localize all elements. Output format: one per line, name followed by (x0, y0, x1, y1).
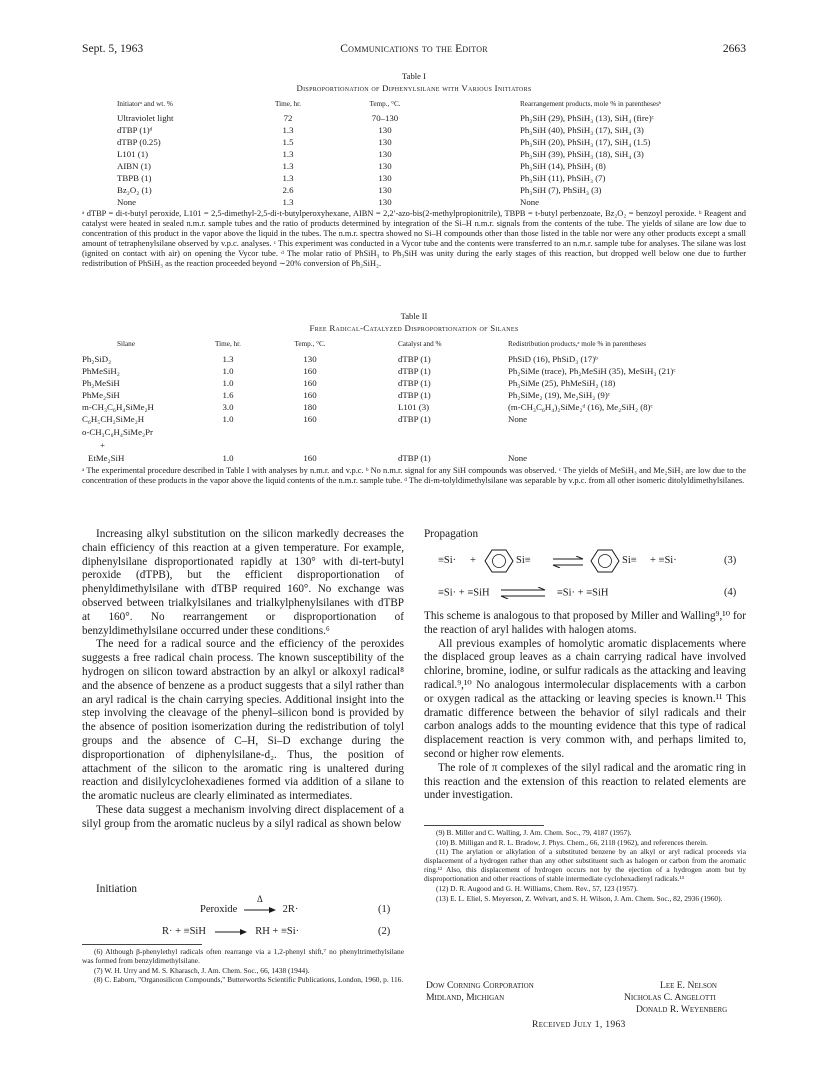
left-footnotes (82, 947, 404, 985)
table2-col-products: Redistribution products,ᵃ mole % in parentheses (508, 340, 647, 348)
eq3-product: Si≡ (622, 555, 637, 566)
references-list (424, 828, 746, 903)
eq4-right: ≡Si· + ≡SiH (556, 587, 609, 599)
delta-label: Δ (257, 894, 263, 904)
paragraph: The role of π complexes of the silyl radical and the aromatic ring in this reaction and the extension of this reaction to related elements are under investigation. (424, 761, 746, 802)
table1-footnote: ᵃ dTBP = di-t-butyl peroxide, L101 = 2,5-dimethyl-2,5-di-t-butylperoxyhexane, AIBN = 2,2′-azo-bis(2-methylpropionitrile), TBPB = t-butyl perbenzoate, Bz₂O₂ = benzoyl peroxide. ᵇ Reagent and catalyst were heated in sealed n.m.r. sample tubes and the ratio of products determined by integration of the Si–H n.m.r. signals from the contents of the tube. The yields of silane are low due to concentration of this product in the vapor above the liquid in the tubes. The n.m.r. spectra showed no Si–H compounds other than those listed in the table nor were any other products except a small amount of tetraphenylsilane observed by v.p.c. analyses. ᶜ This experiment was conducted in a Vycor tube and the contents were transferred to an n.m.r. sample tube for analyses. The silane was lost (ignited on contact with air) on opening the Vycor tube. ᵈ The molar ratio of PhSiH₃ to Ph₃SiH was unity during the early stages of this reaction, but dropped well below one due to further redistribution of PhSiH₃ as the reaction proceeded beyond ∼20% conversion of Ph₂SiH₂. (82, 209, 746, 268)
table2-label: Table II (400, 311, 428, 321)
arrow-icon (214, 928, 248, 936)
running-header (82, 42, 746, 58)
table2-footnote: ᵃ The experimental procedure described in Table I with analyses by n.m.r. and v.p.c. ᵇ No n.m.r. signal for any SiH compounds was observed. ᶜ The yields of MeSiH₃ and Me₂SiH₂ are low due to the concentration of these products in the vapor above the liquid contents of the n.m.r. sample tube. ᵈ The di-m-tolyldimethylsilane was separable by v.p.c. from all other isomeric ditolyldimethylsilanes. (82, 466, 746, 485)
author-name: Nicholas C. Angelotti (624, 992, 716, 1003)
equation-3 (424, 548, 746, 576)
reference: (11) The arylation or alkylation of a substituted benzene by an alkyl or aryl radical proceeds via displacement of a hydrogen rather than any other substituent such as halogen or carbon from the aromatic ring.¹² Also, this displacement of hydrogen occurs not by the ejection of a hydrogen atom but by disproportionation and other reactions of stable intermediate cyclohexadienyl radicals.¹³ (424, 847, 746, 884)
table2-extra-plus: + (100, 440, 105, 450)
page-number: 2663 (722, 42, 746, 55)
benzene-ring-icon (484, 548, 514, 574)
table2-col-time: Time, hr. (215, 340, 241, 348)
references-divider (424, 825, 544, 826)
footnote: (6) Although β-phenylethyl radicals often rearrange via a 1,2-phenyl shift,⁷ no phenyltrimethylsilane was formed from benzyldimethylsilane. (82, 947, 404, 966)
table1-col-initiator: Initiatorᵃ and wt. % (117, 100, 173, 108)
eq1-number: (1) (378, 904, 391, 915)
table1-col-temp: Temp., °C. (369, 100, 401, 108)
author-name: Lee E. Nelson (660, 980, 717, 991)
eq4-number: (4) (724, 587, 737, 598)
section-title: Communications to the Editor (340, 42, 488, 55)
table2-title: Free Radical-Catalyzed Disproportionation of Silanes (309, 323, 519, 333)
footnote-divider (82, 944, 202, 945)
eq2-left: R· + ≡SiH (162, 926, 206, 937)
eq1-right: 2R· (282, 904, 299, 915)
table2-extra-silane: o-CH₃C₆H₄SiMe₂Pr (82, 427, 153, 437)
table2-col-catalyst: Catalyst and % (398, 340, 442, 348)
affiliation-line-2: Midland, Michigan (426, 992, 505, 1003)
issue-date: Sept. 5, 1963 (82, 42, 144, 55)
received-date: Received July 1, 1963 (532, 1019, 626, 1030)
eq1-left: Peroxide (200, 904, 238, 915)
reference: (9) B. Miller and C. Walling, J. Am. Chem. Soc., 79, 4187 (1957). (436, 828, 632, 837)
reference: (10) B. Milligan and R. L. Bradow, J. Phys. Chem., 66, 2118 (1962), and references therein. (436, 837, 708, 847)
footnote: (8) C. Eaborn, "Organosilicon Compounds," Butterworths Scientific Publications, London, 1960, p. 116. (94, 975, 404, 985)
paragraph: The need for a radical source and the efficiency of the peroxides suggests a free radical chain process. The known susceptibility of the hydrogen on silicon toward abstraction by an alkyl or alkoxyl radical⁸ and the absence of benzene as a product suggests that a silyl rather than an aryl radical is the chain carrying species. Additional insight into the step involving the cleavage of the phenyl–silicon bond is provided by the absence of position isomerization during the redistribution of tolyl groups and the absence of C–H, Si–D exchange during the disproportionation of diphenylsilane-d₂. Thus, the position of attachment of the silicon to the aromatic ring is unaltered during reaction and disilylcyclohexadienes formed via addition of a silane to the aromatic nucleus are clearly eliminated as intermediates. (82, 638, 404, 803)
table1-col-time: Time, hr. (275, 100, 301, 108)
eq3-number: (3) (724, 555, 737, 566)
eq3-reactant2: Si≡ (516, 555, 531, 566)
eq3-reactant1: ≡Si· (438, 555, 457, 566)
eq2-number: (2) (378, 926, 391, 937)
left-column-body (82, 528, 404, 832)
reference: (12) D. R. Augood and G. H. Williams, Chem. Rev., 57, 123 (1957). (436, 884, 638, 894)
equilibrium-arrow-icon (552, 556, 584, 568)
paragraph: Increasing alkyl substitution on the silicon markedly decreases the chain efficiency of this reaction at a given temperature. For example, diphenylsilane disproportionated rapidly at 130° with di-tert-butyl peroxide (dTPB), but the efficient disproportionation of phenyldimethylsilane with dTBP required 160°. No exchange was observed between trialkylsilanes and trialkylphenylsilanes with dTBP at 160°. No rearrangement or disproportionation of benzyldimethylsilane occurred under these conditions.⁶ (82, 528, 404, 637)
eq4-left: ≡Si· + ≡SiH (438, 587, 490, 599)
table2-col-temp: Temp., °C. (294, 340, 326, 348)
propagation-label: Propagation (424, 528, 479, 540)
equation-2 (162, 926, 299, 937)
eq3-product-tail: + ≡Si· (650, 555, 677, 566)
table1-col-products: Rearrangement products, mole % in parenthesesᵇ (520, 100, 662, 108)
initiation-label: Initiation (96, 883, 138, 895)
table1-title: Disproportionation of Diphenylsilane with Various Initiators (296, 83, 532, 93)
right-column-body (424, 610, 746, 803)
paragraph: These data suggest a mechanism involving direct displacement of a silyl group from the aromatic nucleus by a silyl radical as shown below (82, 803, 404, 830)
paragraph: All previous examples of homolytic aromatic displacements where the displaced group leaves as a chain carrying radical have involved chlorine, bromine, iodine, or sulfur radicals as the attacking and leaving radical.⁹,¹⁰ No analogous intermolecular displacements with a carbon or oxygen radical as the attacking or leaving species is known.¹¹ This dramatic difference between the behavior of silyl radicals and their carbon analogs adds to the mounting evidence that this type of radical displacement reaction is very common with, and perhaps limited to, second or higher row elements. (424, 637, 746, 760)
benzene-ring-icon (590, 548, 620, 574)
reaction-arrow (240, 894, 280, 915)
affiliation-line-1: Dow Corning Corporation (426, 980, 534, 991)
journal-page: Sept. 5, 1963 Communications to the Editor 2663 Table I Disproportionation of Diphenylsilane with Various Initiators Initiatorᵃ and wt. % Time, hr. Temp., °C. Rearrangement products, mole % in parenthesesᵇ Ultraviolet light 72 70–130 Ph₂SiH (29), PhSiH₃ (13), SiH₄ (fire)ᶜ dTBP (1)ᵈ 1.3 130 Ph₃SiH (40), PhSiH₃ (17), SiH₄ (3) dTBP (0.25) 1.5 130 Ph₃SiH (20), PhSiH₃ (17), SiH₄ (1.5) L101 (1) 1.3 130 Ph₃SiH (39), PhSiH₃ (18), SiH₄ (3) AIBN (1) 1.3 130 Ph₃SiH (14), PhSiH₃ (8) TBPB (1) 1.3 130 Ph₃SiH (11), PhSiH₃ (7) Bz₂O₂ (1) 2.6 130 Ph₃SiH (7), PhSiH₃ (3) None 1.3 130 None ᵃ dTBP = di-t-butyl peroxide, L101 = 2,5-dimethyl-2,5-di-t-butylperoxyhexane, AIBN = 2,2′-azo-bis(2-methylpropionitrile), TBPB = t-butyl perbenzoate, Bz₂O₂ = benzoyl peroxide. ᵇ Reagent and catalyst were heated in sealed n.m.r. sample tubes and the ratio of products determined by integration of the Si–H n.m.r. signals from the contents of the tube. The yields of silane are low due to concentration of this product in the vapor above the liquid in the tubes. The n.m.r. spectra showed no Si–H compounds other than those listed in the table nor were any other products except a small amount of tetraphenylsilane observed by v.p.c. analyses. ᶜ This experiment was conducted in a Vycor tube and the contents were transferred to an n.m.r. sample tube for analyses. The silane was lost (ignited on contact with air) on opening the Vycor tube. ᵈ The molar ratio of PhSiH₃ to Ph₃SiH was unity during the early stages of this reaction, but dropped well below one due to further redistribution of PhSiH₃ as the reaction proceeded beyond ∼20% conversion of Ph₂SiH₂. Table II Free Radical-Catalyzed Disproportionation of Silanes Silane Time, hr. Temp., °C. Catalyst and % Redistribution products,ᵃ mole % in parentheses Ph₂SiD₂ 1.3 130 dTBP (1) PhSiD (16), PhSiD₃ (17)ᵇ PhMeSiH₂ 1.0 160 dTBP (1) Ph₂SiMe (trace), Ph₂MeSiH (35), MeSiH₃ (21)ᶜ Ph₂MeSiH 1.0 160 dTBP (1) Ph₃SiMe (25), PhMeSiH₂ (18) PhMe₂SiH 1.6 160 dTBP (1) Ph₂SiMe₂ (19), Me₂SiH₂ (9)ᶜ m-CH₃C₆H₄SiMe₂H 3.0 180 L101 (3) (m-CH₃C₆H₄)₂SiMe₂ᵈ (16), Me₂SiH₂ (8)ᶜ C₆H₅CH₂SiMe₂H 1.0 160 dTBP (1) None o-CH₃C₆H₄SiMe₂Pr + EtMe₂SiH 1.0 160 dTBP (1) None ᵃ The experimental procedure described in Table I with analyses by n.m.r. and v.p.c. ᵇ No n.m.r. signal for any SiH compounds was observed. ᶜ The yields of MeSiH₃ and Me₂SiH₂ are low due to the concentration of these products in the vapor above the liquid contents of the n.m.r. sample tube. ᵈ The di-m-tolyldimethylsilane was separable by v.p.c. from all other isomeric ditolyldimethylsilanes. Increasing alkyl substitution on the silicon markedly decreases the chain efficiency of this reaction at a given temperature. For example, diphenylsilane disproportionated rapidly at 130° with di-tert-butyl peroxide (dTPB), but the efficient disproportionation of phenyldimethylsilane with dTBP required 160°. No exchange was observed between trialkylsilanes and trialkylphenylsilanes with dTBP at 160°. No rearrangement or disproportionation of benzyldimethylsilane occurred under these conditions.⁶ The need for a radical source and the efficiency of the peroxides suggests a free radical chain process. The known susceptibility of the hydrogen on silicon toward abstraction by an alkyl or alkoxyl radical⁸ and the absence of benzene as a product suggests that a silyl rather than an aryl radical is the chain carrying species. Additional insight into the step involving the cleavage of the phenyl–silicon bond is provided by the absence of position isomerization during the redistribution of tolyl groups and the absence of C–H, Si–D exchange during the disproportionation of diphenylsilane-d₂. Thus, the position of attachment of the silicon to the aromatic ring is unaltered during reaction and disilylcyclohexadienes formed via addition of a silane to the aromatic nucleus are clearly eliminated as intermediates. These data suggest a mechanism involving direct displacement of a silyl group from the aromatic nucleus by a silyl radical as shown below Initiation Peroxide Δ 2R· (1) R· + ≡SiH RH + ≡Si· (2) (6) Although β-phenylethyl radicals often rearrange via a 1,2-phenyl shift,⁷ no phenyltrimethylsilane was formed from benzyldimethylsilane. (7) W. H. Urry and M. S. Kharasch, J. Am. Chem. Soc., 66, 1438 (1944). (8) C. Eaborn, "Organosilicon Compounds," Butterworths Scientific Publications, London, 1960, p. 116. Propagation ≡Si· + Si≡ Si≡ + ≡Si· (3) ≡Si· + ≡SiH ≡Si· + ≡SiH (4) This scheme is analogous to that proposed by Miller and Walling⁹,¹⁰ for the reaction of aryl halides with halogen atoms. All previous examples of homolytic aromatic displacements where the displaced group leaves as a chain carrying radical have involved chlorine, bromine, iodine, or sulfur radicals as the attacking and leaving radical.⁹,¹⁰ No analogous intermolecular displacements with a carbon or oxygen radical as the attacking or leaving species is known.¹¹ This dramatic difference between the behavior of silyl radicals and their carbon analogs adds to the mounting evidence that this type of radical displacement reaction is very common with, and perhaps limited to, second or higher row elements. The role of π complexes of the silyl radical and the aromatic ring in this reaction and the extension of this reaction to related elements are under investigation. (9) B. Miller and C. Walling, J. Am. Chem. Soc., 79, 4187 (1957). (10) B. Milligan and R. L. Bradow, J. Phys. Chem., 66, 2118 (1962), and references therein. (11) The arylation or alkylation of a substituted benzene by an alkyl or aryl radical proceeds via displacement of a hydrogen rather than any other substituent such as halogen or carbon from the aromatic ring.¹² Also, this displacement of hydrogen occurs not by the ejection of a hydrogen atom but by disproportionation and other reactions of stable intermediate cyclohexadienyl radicals.¹³ (12) D. R. Augood and G. H. Williams, Chem. Rev., 57, 123 (1957). (13) E. L. Eliel, S. Meyerson, Z. Welvart, and S. H. Wilson, J. Am. Chem. Soc., 82, 2936 (1960). Dow Corning Corporation Midland, Michigan Lee E. Nelson Nicholas C. Angelotti Donald R. Weyenberg Received July 1, 1963 (82, 42, 746, 1030)
reference: (13) E. L. Eliel, S. Meyerson, Z. Welvart, and S. H. Wilson, J. Am. Chem. Soc., 82, 2936 (1960). (436, 893, 723, 903)
author-name: Donald R. Weyenberg (636, 1004, 728, 1015)
footnote: (7) W. H. Urry and M. S. Kharasch, J. Am. Chem. Soc., 66, 1438 (1944). (94, 965, 310, 975)
eq2-right: RH + ≡Si· (255, 926, 300, 937)
equation-1 (200, 894, 299, 915)
paragraph: This scheme is analogous to that proposed by Miller and Walling⁹,¹⁰ for the reaction of aryl halides with halogen atoms. (424, 610, 746, 636)
table1-label: Table I (402, 71, 426, 81)
equilibrium-arrow-icon (500, 587, 546, 599)
eq3-plus: + (470, 555, 476, 566)
equation-4 (438, 587, 608, 599)
arrow-icon (243, 906, 277, 914)
table2-col-silane: Silane (117, 340, 135, 348)
